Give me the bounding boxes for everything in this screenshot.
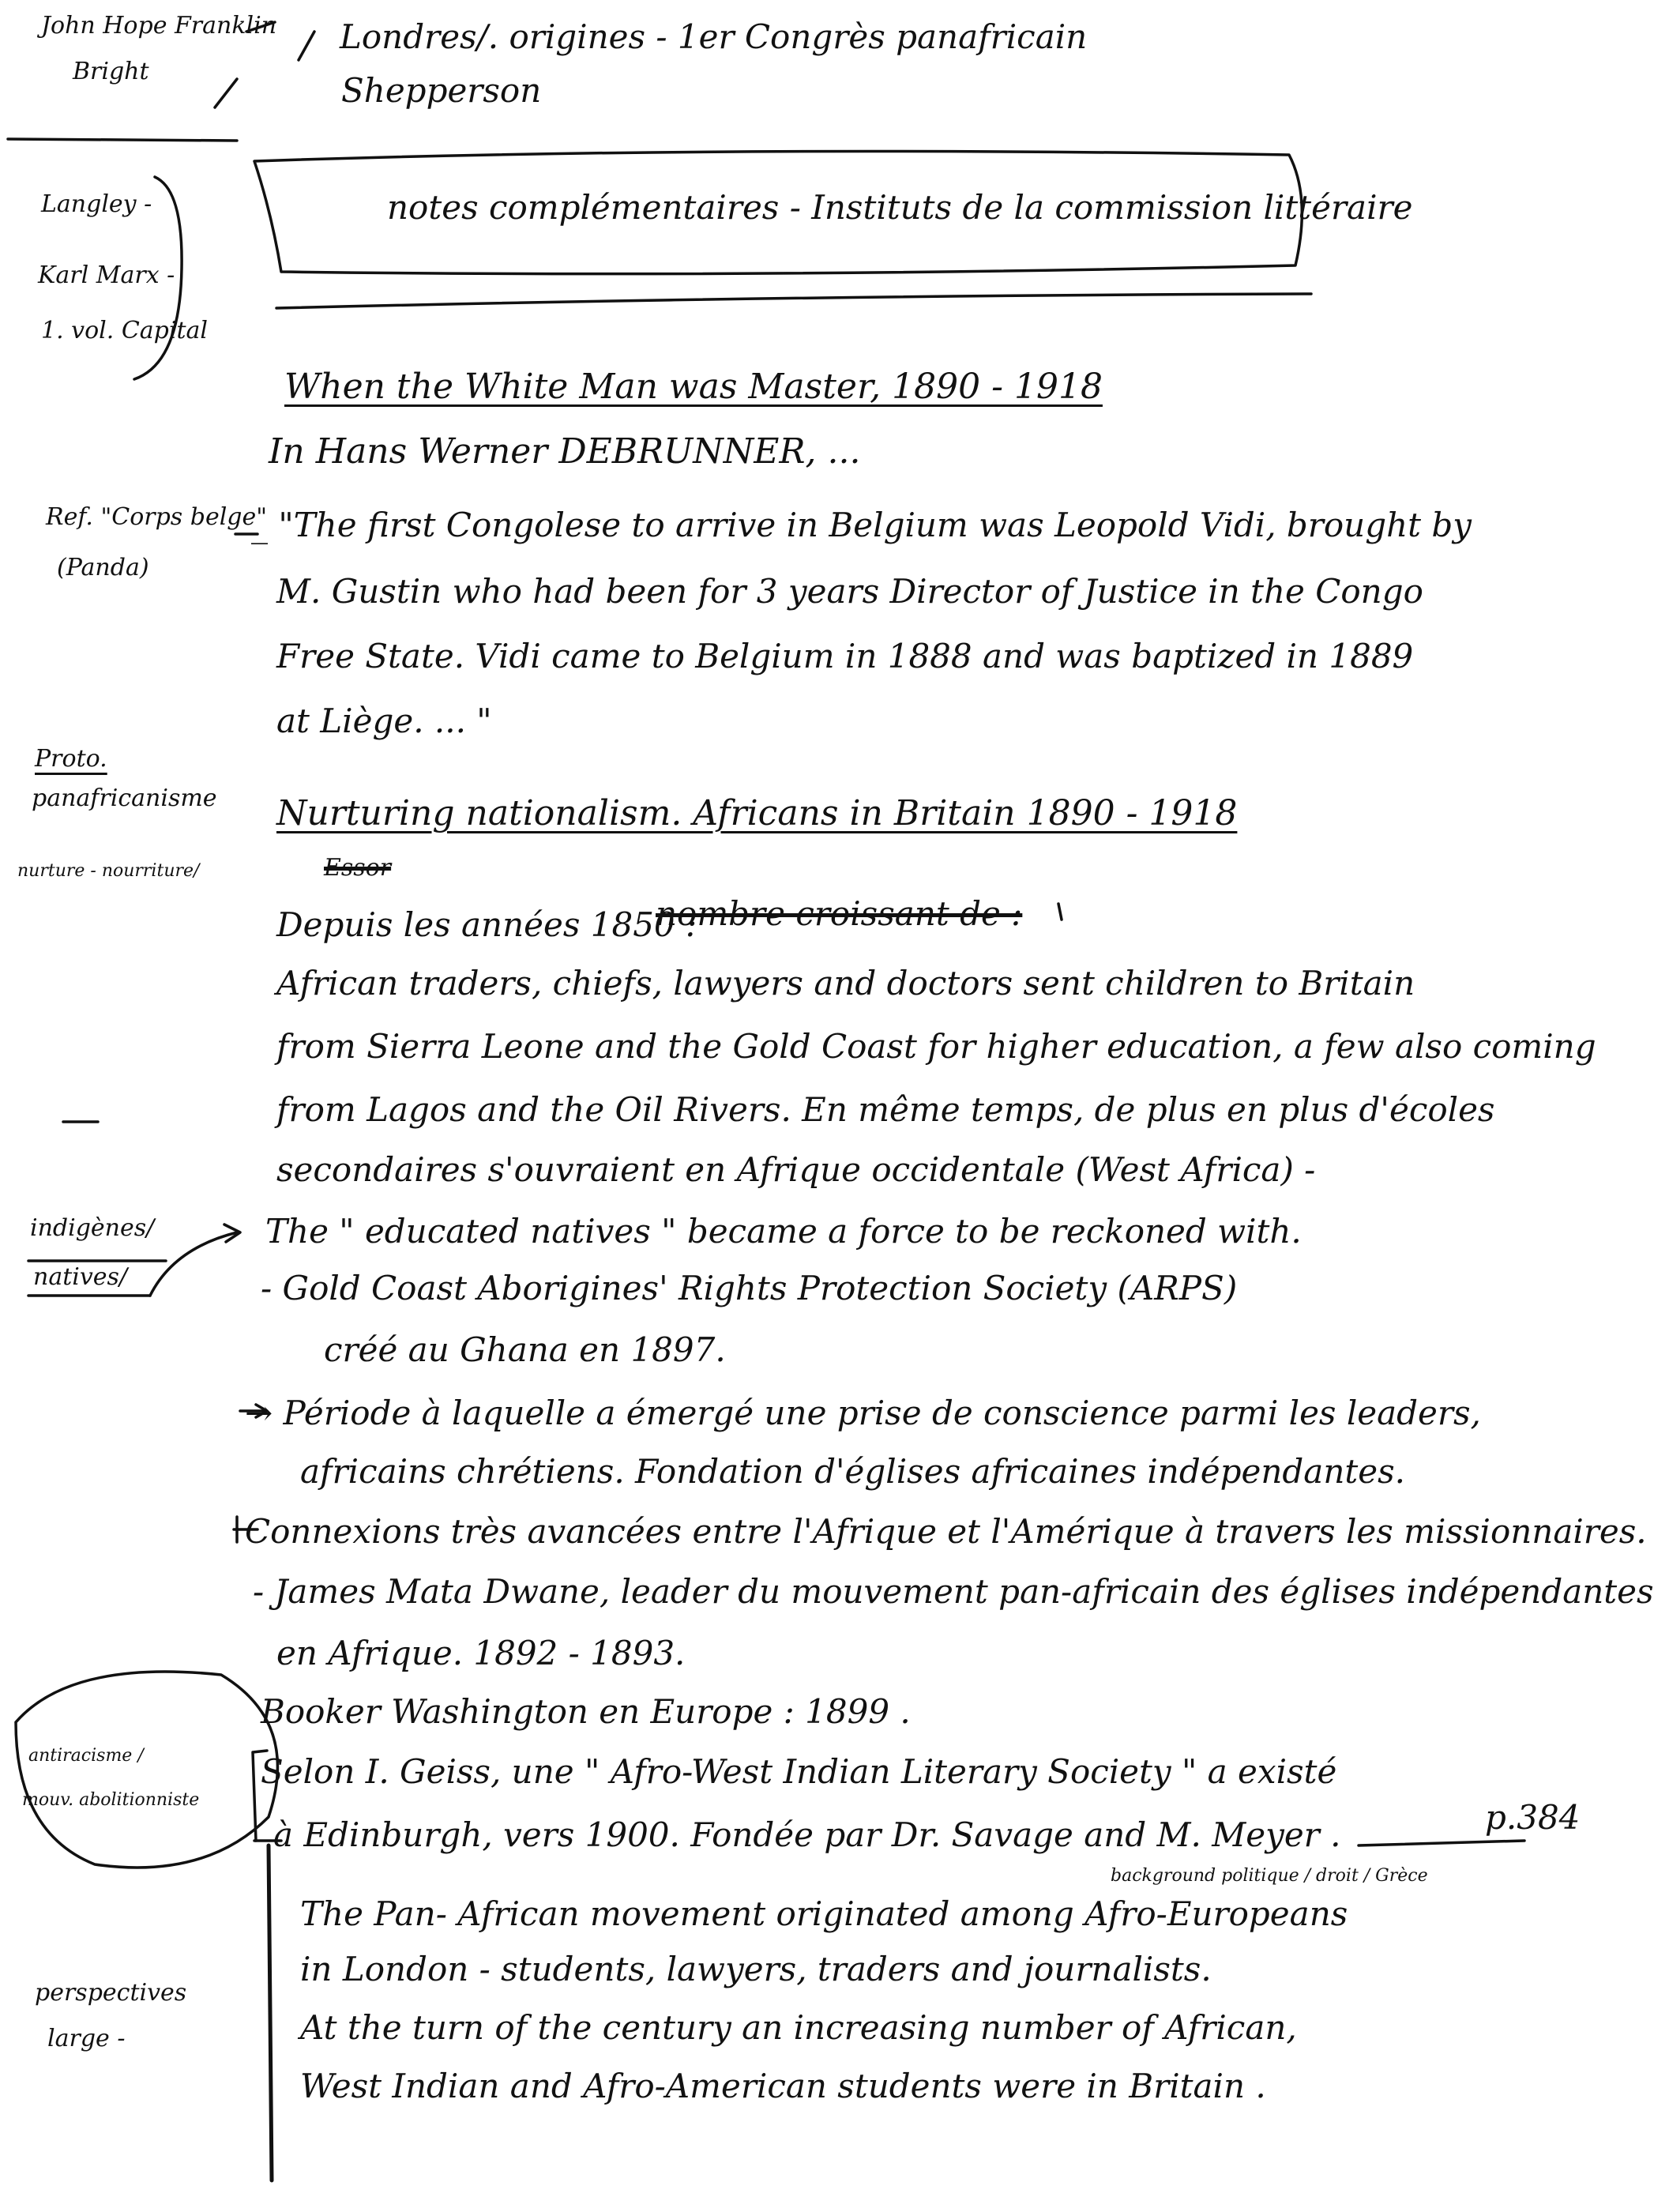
struck-word: Essor — [324, 854, 392, 882]
body-line-19: West Indian and Afro-American students were in Britain . — [300, 2067, 1266, 2105]
margin-note-marx: Karl Marx - — [38, 261, 175, 289]
body-line-3: from Lagos and the Oil Rivers. En même temps, de plus en plus d'écoles — [276, 1090, 1495, 1129]
since-struck: nombre croissant de : — [656, 894, 1023, 933]
body-line-12: en Afrique. 1892 - 1893. — [276, 1634, 686, 1672]
body-line-5: The " educated natives " became a force to be reckoned with. — [265, 1212, 1302, 1251]
section1-author: In Hans Werner DEBRUNNER, ... — [269, 431, 861, 472]
body-line-6: - Gold Coast Aborigines' Rights Protection Society (ARPS) — [261, 1269, 1238, 1307]
margin-note-nurture: nurture - nourriture/ — [17, 861, 200, 881]
since-prefix: Depuis les années 1850 : — [276, 905, 697, 944]
body-line-17: in London - students, lawyers, traders and journalists. — [300, 1950, 1212, 1988]
body-line-1: African traders, chiefs, lawyers and doctors sent children to Britain — [276, 964, 1415, 1003]
body-line-13: Booker Washington en Europe : 1899 . — [261, 1692, 911, 1731]
header-top-line: Londres/. origines - 1er Congrès panafricain — [340, 17, 1088, 56]
margin-name-franklin: John Hope Franklin — [41, 12, 277, 40]
quote-line-3: Free State. Vidi came to Belgium in 1888 and was baptized in 1889 — [276, 637, 1414, 675]
body-line-9: africains chrétiens. Fondation d'églises africaines indépendantes. — [300, 1452, 1406, 1491]
quote-line-1: _ "The first Congolese to arrive in Belgium was Leopold Vidi, brought by — [251, 506, 1472, 544]
body-line-16: The Pan- African movement originated among Afro-Europeans — [300, 1894, 1348, 1933]
interlinear-note: background politique / droit / Grèce — [1111, 1866, 1428, 1886]
quote-line-2: M. Gustin who had been for 3 years Director of Justice in the Congo — [276, 572, 1423, 611]
margin-note-ref: Ref. "Corps belge" — [46, 503, 268, 531]
margin-note-capital: 1. vol. Capital — [41, 317, 209, 344]
margin-note-panafricanisme: panafricanisme — [32, 784, 217, 812]
margin-note-langley: Langley - — [41, 190, 152, 218]
margin-note-perspectives-2: large - — [47, 2025, 126, 2052]
body-line-15: à Edinburgh, vers 1900. Fondée par Dr. Savage and M. Meyer . — [273, 1815, 1341, 1854]
margin-note-perspectives-1: perspectives — [35, 1979, 187, 2007]
margin-note-antiracisme-2: mouv. abolitionniste — [22, 1790, 200, 1810]
body-line-11: - James Mata Dwane, leader du mouvement pan-africain des églises indépendantes — [253, 1572, 1654, 1611]
margin-note-panda: (Panda) — [57, 554, 149, 581]
section2-heading: Nurturing nationalism. Africans in Britain 1890 - 1918 — [276, 793, 1238, 833]
boxed-note: notes complémentaires - Instituts de la commission littéraire — [387, 188, 1413, 227]
margin-note-natives: natives/ — [33, 1263, 128, 1291]
body-line-10: Connexions très avancées entre l'Afrique et l'Amérique à travers les missionnaires. — [245, 1512, 1647, 1551]
margin-name-bright: Bright — [73, 58, 149, 85]
body-line-14: Selon I. Geiss, une " Afro-West Indian Literary Society " a existé — [261, 1752, 1337, 1791]
body-line-7: créé au Ghana en 1897. — [324, 1330, 726, 1369]
header-second-line: Shepperson — [341, 71, 542, 110]
body-line-18: At the turn of the century an increasing number of African, — [300, 2008, 1297, 2047]
page-reference: p.384 — [1485, 1798, 1581, 1837]
section1-heading: When the White Man was Master, 1890 - 1918 — [284, 367, 1103, 407]
margin-note-antiracisme-1: antiracisme / — [28, 1746, 144, 1766]
quote-line-4: at Liège. ... " — [276, 702, 492, 740]
body-line-4: secondaires s'ouvraient en Afrique occidentale (West Africa) - — [276, 1150, 1316, 1189]
margin-note-natives-top: indigènes/ — [30, 1214, 155, 1242]
margin-note-proto: Proto. — [35, 745, 107, 773]
body-line-8: → Période à laquelle a émergé une prise de conscience parmi les leaders, — [245, 1394, 1481, 1432]
body-line-2: from Sierra Leone and the Gold Coast for higher education, a few also coming — [276, 1027, 1596, 1066]
